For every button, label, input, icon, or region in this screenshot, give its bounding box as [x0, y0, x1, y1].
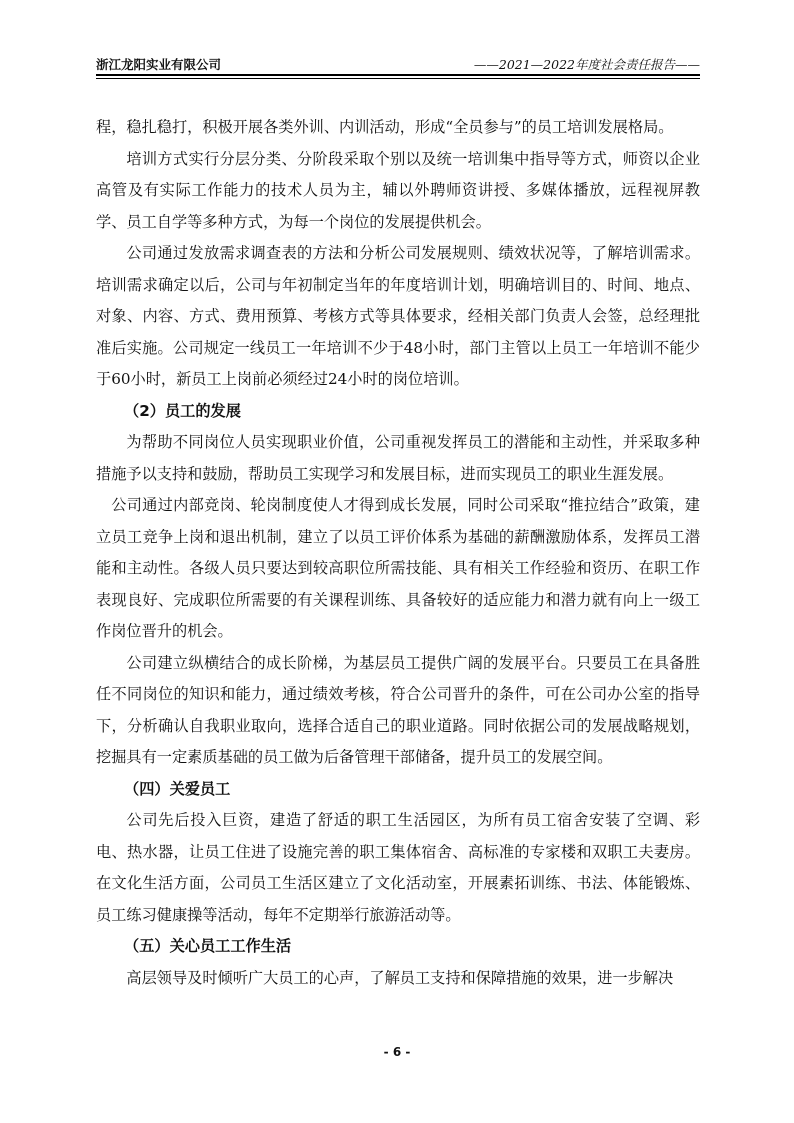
page-number: - 6 -: [383, 1045, 411, 1059]
paragraph-career-value: 为帮助不同岗位人员实现职业价值，公司重视发挥员工的潜能和主动性，并采取多种措施予以支持和鼓励，帮助员工实现学习和发展目标，进而实现员工的职业生涯发展。: [96, 433, 700, 483]
paragraph-growth-ladder: 公司建立纵横结合的成长阶梯，为基层员工提供广阔的发展平台。只要员工在具备胜任不同岗位的知识和能力，通过绩效考核，符合公司晋升的条件，可在公司办公室的指导下，分析确认自我职业取向，选择合适自己的职业道路。同时依据公司的发展战略规划，挖掘具有一定素质基础的员工做为后备管理干部储备，提升员工的发展空间。: [96, 653, 700, 766]
paragraph-training-pattern: 程，稳扎稳打，积极开展各类外训、内训活动，形成“全员参与”的员工培训发展格局。: [96, 118, 674, 136]
section-heading-employee-development: （2）员工的发展: [124, 401, 241, 420]
header-rule-thin: [96, 78, 700, 79]
document-body: [96, 112, 700, 994]
section-heading-caring-employees: （四）关爱员工: [124, 779, 231, 798]
header-rule-thick: [96, 74, 700, 76]
section-heading-work-life: （五）关心员工工作生活: [124, 937, 292, 955]
paragraph-promotion-mechanism: 公司通过内部竞岗、轮岗制度使人才得到成长发展，同时公司采取“推拉结合”政策，建立员工竞争上岗和退出机制，建立了以员工评价体系为基础的薪酬激励体系，发挥员工潜能和主动性。各级人员只要达到较高职位所需技能、具有相关工作经验和资历、在职工作表现良好、完成职位所需要的有关课程训练、具备较好的适应能力和潜力就有向上一级工作岗位晋升的机会。: [96, 496, 700, 640]
company-name: 浙江龙阳实业有限公司: [96, 57, 222, 72]
paragraph-training-methods: 培训方式实行分层分类、分阶段采取个别以及统一培训集中指导等方式，师资以企业高管及有实际工作能力的技术人员为主，辅以外聘师资讲授、多媒体播放，远程视屏教学、员工自学等多种方式，为每一个岗位的发展提供机会。: [96, 149, 700, 231]
paragraph-leadership-listening: 高层领导及时倾听广大员工的心声，了解员工支持和保障措施的效果，进一步解决: [126, 968, 674, 987]
paragraph-training-needs: 公司通过发放需求调查表的方法和分析公司发展规则、绩效状况等，了解培训需求。培训需求确定以后，公司与年初制定当年的年度培训计划，明确培训目的、时间、地点、对象、内容、方式、费用预算、考核方式等具体要求，经相关部门负责人会签，总经理批准后实施。公司规定一线员工一年培训不少于48小时，部门主管以上员工一年培训不能少于60小时，新员工上岗前必须经过24小时的岗位培训。: [96, 244, 700, 388]
report-title: ——2021—2022年度社会责任报告——: [473, 57, 700, 72]
page-header: [96, 54, 700, 76]
paragraph-living-facilities: 公司先后投入巨资，建造了舒适的职工生活园区，为所有员工宿舍安装了空调、彩电、热水器，让员工住进了设施完善的职工集体宿舍、高标准的专家楼和双职工夫妻房。在文化生活方面，公司员工生活区建立了文化活动室，开展素拓训练、书法、体能锻炼、员工练习健康操等活动，每年不定期举行旅游活动等。: [96, 811, 700, 924]
